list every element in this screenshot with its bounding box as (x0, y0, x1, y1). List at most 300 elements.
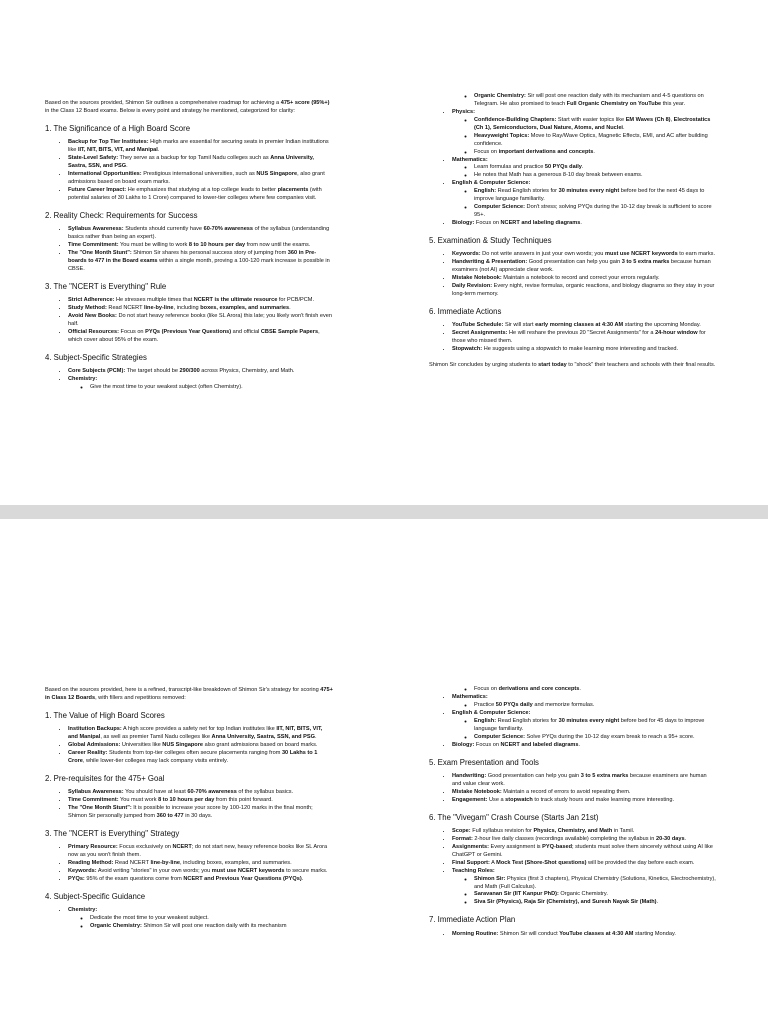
section-heading: 1. The Significance of a High Board Score (45, 123, 191, 133)
sub-list (452, 702, 717, 710)
text-run: Don't stress; solving PYQs during the 10-12 day break is sufficient to score 95+. (474, 204, 712, 219)
page1-right-column (429, 93, 717, 376)
list-item (452, 828, 717, 836)
list-item (474, 686, 717, 694)
list-item (452, 836, 717, 844)
text-run: You must be willing to work (118, 241, 189, 248)
text-run: He emphasizes that studying at a top college leads to better (126, 186, 278, 193)
list-item (452, 322, 717, 330)
bold-text: must use NCERT keywords (604, 251, 678, 258)
bullet-list (429, 773, 717, 805)
list-item (474, 204, 717, 220)
text-run: Students should currently have (123, 226, 204, 233)
bold-text: Avoid New Books: (68, 312, 117, 319)
bold-text: Biology: (452, 741, 475, 748)
bold-text: Computer Science: (474, 204, 525, 211)
text-run: and official (231, 328, 261, 335)
bold-text: YouTube classes at 4:30 AM (559, 930, 634, 937)
bold-text: Time Commitment: (68, 797, 119, 804)
bold-text: NCERT is the ultimate resource (193, 297, 278, 304)
bold-text: EM Waves (Ch 8) (625, 116, 671, 123)
section-heading: 6. The "Vivegam" Crash Course (Starts Jan 21st) (429, 812, 599, 822)
bullet-list (45, 226, 333, 274)
page2-left-column (45, 687, 333, 931)
list-item (474, 899, 717, 907)
bold-text: 8 to 10 hours per day (188, 241, 246, 248)
closing-paragraph (429, 362, 717, 370)
bold-text: Global Admissions: (68, 742, 121, 749)
list-item (68, 750, 333, 766)
text-run: Read NCERT (106, 304, 144, 311)
bold-text: Mathematics: (452, 156, 488, 163)
bold-text: 20-30 days (655, 835, 685, 842)
section-heading: 3. The "NCERT is Everything" Strategy (45, 829, 180, 838)
bold-text: Physics: (452, 108, 476, 115)
bold-text: Mistake Notebook: (452, 788, 502, 795)
list-item (68, 187, 333, 203)
bold-text: Anna University, Sastra, SSN, and PSG (211, 734, 315, 741)
text-run: across Physics, Chemistry, and Math. (199, 368, 295, 374)
text-run: Shimon Sir will conduct (498, 930, 560, 937)
text-run: before bed for 45 days to improve language familiarity. (474, 717, 705, 732)
bold-text: Assignments: (452, 843, 489, 850)
sub-list (68, 384, 333, 392)
bold-text: Keywords: (68, 868, 97, 875)
bold-text: International Opportunities: (68, 170, 142, 177)
list-item (90, 923, 333, 931)
list-item (452, 694, 717, 710)
bold-text: 50 PYQs daily (544, 164, 582, 171)
list-item (68, 139, 333, 155)
text-run: because examiners are human and value clear work. (452, 772, 707, 787)
text-run: Organic Chemistry. (558, 891, 608, 898)
text-run: to track study hours and make learning more interesting. (532, 796, 675, 803)
list-item (68, 876, 333, 884)
text-run: for those who missed them. (452, 330, 706, 345)
text-run: You should have at least (123, 789, 188, 796)
bold-text: Anna University, Sastra, SSN, and PSG (68, 155, 314, 170)
bold-text: Official Resources: (68, 328, 119, 335)
text-run: Based on the sources provided, Shimon Sir outlines a comprehensive roadmap for achieving a (45, 100, 281, 106)
bold-text: 30 minutes every night (558, 717, 620, 724)
text-run: for PCB/PCM. (277, 297, 315, 304)
bold-text: Physics, Chemistry, and Math (533, 827, 613, 834)
text-run: . (126, 163, 128, 170)
list-item (68, 742, 333, 750)
list-item (452, 330, 717, 346)
text-run: 95% of the exam questions come from (84, 876, 184, 883)
text-run: in 30 days. (183, 813, 213, 820)
bold-text: NCERT and labeled diagrams (500, 741, 579, 748)
bold-text: 360 to 477 (156, 813, 184, 820)
bold-text: 30 minutes every night (558, 188, 620, 195)
list-item (452, 789, 717, 797)
bullet-list (45, 139, 333, 203)
bold-text: Final Support: (452, 859, 490, 866)
text-run: Practice (474, 701, 496, 708)
list-item (68, 226, 333, 242)
bold-text: 60-70% awareness (203, 226, 254, 233)
bold-text: Institution Backups: (68, 726, 122, 733)
section-heading: 4. Subject-Specific Strategies (45, 352, 147, 362)
text-run: Use a (487, 796, 506, 803)
list-item (68, 313, 333, 329)
list-item (474, 164, 717, 172)
text-run: , also grant admissions based on board exam marks. (68, 170, 325, 185)
bold-text: 50 PYQs daily (495, 701, 533, 708)
bold-text: Teaching Roles: (452, 867, 495, 874)
text-run: , (670, 116, 674, 123)
text-run: from this point forward. (214, 797, 273, 804)
list-item (68, 805, 333, 821)
bold-text: Core Subjects (PCM): (68, 368, 126, 374)
list-item (452, 797, 717, 805)
bold-text: Shimon Sir: (474, 875, 506, 882)
bold-text: 8 to 10 hours per day (158, 797, 215, 804)
text-run: Do not start heavy reference books (like SL Arora) this late; you likely won't finish even half. (68, 312, 332, 327)
text-run: A (489, 859, 497, 866)
bold-text: CBSE Sample Papers (260, 328, 319, 335)
sub-list (452, 718, 717, 742)
bold-text: Backup for Top Tier Institutes: (68, 139, 149, 146)
text-run: . (301, 876, 304, 883)
bold-text: Organic Chemistry: (90, 923, 142, 930)
list-item (452, 710, 717, 742)
bold-text: Format: (452, 835, 473, 842)
bold-text: Primary Resource: (68, 844, 118, 851)
text-run: The target should be (125, 368, 180, 374)
bold-text: stopwatch (505, 796, 533, 803)
bold-text: Handwriting: (452, 772, 487, 779)
bold-text: Mock Test (Shore-Shot questions) (496, 859, 587, 866)
text-run: . (593, 148, 595, 155)
text-run: He suggests using a stopwatch to make learning more interesting and tracked. (482, 346, 679, 353)
list-item (68, 242, 333, 250)
text-run: Every night, revise formulas, organic reactions, and biology diagrams so they stay in your long-term memory. (452, 283, 715, 297)
bold-text: The "One Month Stunt": (68, 249, 132, 256)
text-run: High marks are essential for securing seats in premier Indian institutions like (68, 139, 329, 154)
text-run: Shimon Sir concludes by urging students to (429, 362, 539, 368)
bold-text: Strict Adherence: (68, 297, 115, 304)
list-item (474, 876, 717, 892)
list-item (452, 259, 717, 275)
text-run: Give the most time to your weakest subject (often Chemistry). (90, 383, 243, 390)
list-item (452, 93, 717, 109)
section-heading: 1. The Value of High Board Scores (45, 710, 165, 720)
text-run: and memorize formulas. (532, 701, 595, 708)
list-item (68, 329, 333, 345)
list-item (452, 275, 717, 283)
bold-text: 3 to 5 extra marks (621, 259, 670, 266)
bullet-list (45, 789, 333, 821)
list-item (68, 860, 333, 868)
bullet-list (429, 93, 717, 228)
list-item (452, 283, 717, 299)
bullet-list (45, 368, 333, 392)
list-item (452, 251, 717, 259)
list-item (68, 250, 333, 274)
list-item (452, 868, 717, 908)
bold-text: IIT, NIT, BITS, VIT, and Manipal (68, 726, 323, 741)
text-run: , which cover about 95% of the exam. (68, 328, 320, 343)
bold-text: Morning Routine: (452, 930, 499, 937)
bold-text: important derivations and concepts (498, 148, 594, 155)
text-run: They serve as a backup for top Tamil Nadu colleges such as (118, 155, 271, 162)
section-heading: 4. Subject-Specific Guidance (45, 892, 146, 902)
bold-text: English: (474, 188, 497, 195)
bold-text: 30 Lakhs to 1 Crore (68, 750, 318, 764)
bold-text: boxes, examples, and summaries (200, 304, 290, 311)
text-run: Based on the sources provided, here is a refined, transcript-like breakdown of Shimon Sir's strategy for scoring (45, 687, 321, 693)
text-run: Do not write answers in just your own words; you (480, 251, 605, 258)
bold-text: line-by-line (150, 860, 181, 867)
text-run: . (622, 124, 625, 131)
page2-right-column (429, 686, 717, 939)
list-item (68, 797, 333, 805)
bold-text: Saravanan Sir (IIT Kanpur PhD): (474, 891, 559, 898)
section-heading: 6. Immediate Actions (429, 306, 502, 316)
text-run: Avoid writing "stories" in your own words; you (96, 868, 212, 875)
bold-text: must use NCERT keywords (211, 868, 285, 875)
text-run: . (581, 164, 584, 171)
text-run: . (579, 686, 581, 692)
text-run: A high score provides a safety net for top Indian institutes like (121, 726, 277, 733)
text-run: . (289, 304, 291, 311)
bullet-list (45, 726, 333, 766)
bold-text: start today (538, 362, 567, 368)
text-run: . (684, 835, 687, 842)
bold-text: Siva Sir (Physics), Raja Sir (Chemistry), and Suresh Nayak Sir (Math) (474, 899, 657, 906)
bold-text: 3 to 5 extra marks (580, 772, 629, 779)
bold-text: Keywords: (452, 251, 481, 258)
bold-text: English: (474, 717, 497, 724)
text-run: Focus exclusively on (117, 844, 173, 851)
bullet-list (45, 297, 333, 345)
bold-text: PYQ-based (542, 843, 573, 850)
bold-text: Organic Chemistry: (474, 93, 526, 99)
list-item (474, 117, 717, 133)
text-run: (with potential salaries of 30 Lakhs to 1 Crore) compared to lower-tier colleges where few companies visit. (68, 186, 322, 201)
page1-left-column (45, 100, 333, 392)
list-item (452, 931, 717, 939)
text-run: Full syllabus revision for (470, 827, 534, 834)
bold-text: Reading Method: (68, 860, 114, 867)
list-item (68, 305, 333, 313)
list-item (90, 384, 333, 392)
bold-text: YouTube Schedule: (452, 322, 504, 329)
list-item (452, 109, 717, 157)
text-run: , as well as premier Tamil Nadu colleges like (100, 734, 212, 741)
text-run: Sir will start (503, 322, 536, 329)
text-run: Shimon Sir shares his personal success story of jumping from (131, 249, 288, 256)
bold-text: IIT, NIT, BITS, VIT, and Manipal (77, 147, 158, 154)
list-item (452, 180, 717, 220)
list-item (68, 844, 333, 860)
bold-text: 290/300 (179, 368, 200, 374)
list-item (474, 93, 717, 109)
text-run: Sir will post one reaction daily with its mechanism and 4-5 questions on Telegram. He also promised to teach (474, 93, 704, 107)
text-run: Students from top-tier colleges often secure placements ranging from (107, 750, 282, 757)
sub-list (452, 188, 717, 220)
list-item (452, 860, 717, 868)
text-run: within a single month, proving a 100-120 mark increase is possible in CBSE. (68, 257, 330, 272)
text-run: to earn marks. (677, 251, 716, 258)
text-run: Read English stories for (496, 188, 559, 195)
list-item (452, 346, 717, 354)
text-run: because human examiners (not AI) appreciate clear work. (452, 259, 711, 274)
sub-list (452, 164, 717, 180)
list-item (452, 686, 717, 694)
text-run: , while lower-tier colleges may lack company visits entirely. (82, 757, 228, 764)
bold-text: The "One Month Stunt": (68, 805, 132, 812)
text-run: before bed for the next 45 days to improve language familiarity. (474, 188, 705, 203)
text-run: , including (173, 304, 201, 311)
text-run: to "shock" their teachers and schools with their final results. (566, 362, 716, 368)
list-item (452, 220, 717, 228)
text-run: Physics (first 3 chapters), Physical Chemistry (Solutions, Kinetics, Electrochemistry), and Math (Full Calculus). (474, 875, 716, 890)
list-item (474, 149, 717, 157)
list-item (474, 734, 717, 742)
text-run: He stresses multiple times that (114, 297, 194, 304)
text-run: Focus on (474, 148, 499, 155)
list-item (68, 907, 333, 931)
bold-text: Career Reality: (68, 750, 108, 757)
text-run: Read NCERT (113, 860, 151, 867)
bold-text: English & Computer Science: (452, 709, 531, 716)
text-run: . (314, 734, 317, 741)
text-run: Prestigious international universities, such as (141, 170, 257, 177)
bold-text: 60-70% awareness (187, 789, 237, 796)
bold-text: Daily Revision: (452, 283, 493, 290)
bold-text: 475+ score (95%+) (280, 100, 330, 106)
list-item (68, 868, 333, 876)
bold-text: Electrostatics (Ch 1), Semiconductors, Dual Nature, Atoms, and Nuclei (474, 116, 711, 131)
list-item (68, 155, 333, 171)
bold-text: PYQs (Previous Year Questions) (145, 328, 232, 335)
list-item (68, 297, 333, 305)
text-run: in Tamil. (612, 827, 635, 834)
bold-text: Engagement: (452, 796, 488, 803)
text-run: also grant admissions based on board marks. (203, 742, 318, 749)
list-item (452, 773, 717, 789)
text-run: Move to Ray/Wave Optics, Magnetic Effects, EMI, and AC after building confidence. (474, 132, 708, 147)
text-run: Focus on (118, 328, 146, 335)
text-run: Dedicate the most time to your weakest subject. (90, 915, 209, 922)
section-heading: 2. Reality Check: Requirements for Success (45, 210, 198, 220)
list-item (68, 368, 333, 376)
text-run: starting Monday. (633, 930, 676, 937)
bold-text: NUS Singapore (162, 742, 204, 749)
text-run: ; students must solve them sincerely without using AI like ChatGPT or Gemini. (452, 843, 713, 858)
text-run: He will reshare the previous 20 "Secret Assignments" for a (507, 330, 656, 337)
list-item (474, 891, 717, 899)
bold-text: derivations and core concepts (498, 686, 580, 692)
bold-text: Mathematics: (452, 693, 488, 700)
bold-text: Handwriting & Presentation: (452, 259, 528, 266)
list-item (474, 718, 717, 734)
bold-text: State-Level Safety: (68, 155, 119, 162)
text-run: in the Class 12 Board exams. Below is every point and strategy he mentioned, categorized for clarity: (45, 107, 295, 114)
text-run: , including boxes, examples, and summaries. (180, 860, 292, 867)
bold-text: line-by-line (143, 304, 174, 311)
bold-text: NUS Singapore (256, 170, 298, 177)
bold-text: Biology: (452, 220, 475, 226)
bold-text: Chemistry: (68, 375, 98, 382)
text-run: . (580, 220, 582, 226)
text-run: . (157, 147, 160, 154)
text-run: this year. (661, 100, 686, 107)
text-run: ; do not start new, heavy reference books like SL Arora now as you won't finish them. (68, 844, 328, 859)
bold-text: PYQs: (68, 876, 85, 883)
bold-text: Future Career Impact: (68, 186, 127, 193)
list-item (68, 726, 333, 742)
bold-text: NCERT and Previous Year Questions (PYQs) (183, 876, 302, 883)
document-page-1 (0, 0, 768, 505)
bold-text: Syllabus Awareness: (68, 789, 124, 796)
section-heading: 2. Pre-requisites for the 475+ Goal (45, 773, 165, 783)
section-heading: 3. The "NCERT is Everything" Rule (45, 281, 167, 291)
text-run: Start with easier topics like (556, 116, 626, 123)
bold-text: 360 in Pre-boards to 477 in the Board exams (68, 249, 317, 264)
list-item (452, 157, 717, 181)
bold-text: Syllabus Awareness: (68, 226, 124, 233)
bold-text: Confidence-Building Chapters: (474, 116, 557, 123)
text-run: Good presentation can help you gain (486, 772, 581, 779)
bold-text: Secret Assignments: (452, 330, 508, 337)
text-run: He notes that Math has a generous 8-10 day break between exams. (474, 172, 643, 179)
bullet-list (429, 931, 717, 939)
section-heading: 5. Exam Presentation and Tools (429, 757, 539, 767)
bullet-list (45, 907, 333, 931)
text-run: Maintain a notebook to record and correct your errors regularly. (501, 275, 660, 282)
text-run: It is possible to increase your score by 100-120 marks in the final month; Shimon Sir personally jumped from (68, 805, 313, 820)
sub-list (452, 117, 717, 157)
bold-text: Stopwatch: (452, 346, 483, 353)
list-item (474, 702, 717, 710)
intro-paragraph (45, 687, 333, 703)
bold-text: 475+ in Class 12 Boards (45, 687, 333, 701)
text-run: from now until the exams. (245, 241, 311, 248)
text-run: 2-hour live daily classes (recordings available) completing the syllabus in (472, 835, 656, 842)
bullet-list (429, 251, 717, 299)
section-heading: 7. Immediate Action Plan (429, 915, 516, 925)
bold-text: early morning classes at 4:30 AM (535, 322, 624, 329)
bold-text: placements (277, 186, 309, 193)
text-run: . (656, 899, 659, 906)
bold-text: NCERT (172, 844, 192, 851)
bold-text: Chemistry: (68, 907, 98, 914)
bold-text: Full Organic Chemistry on YouTube (566, 100, 662, 107)
bullet-list (429, 322, 717, 354)
list-item (474, 188, 717, 204)
text-run: You must work (118, 797, 159, 804)
bold-text: Mistake Notebook: (452, 275, 502, 282)
text-run: to secure marks. (284, 868, 328, 875)
list-item (90, 915, 333, 923)
list-item (474, 172, 717, 180)
list-item (68, 789, 333, 797)
text-run: . (578, 741, 581, 748)
bullet-list (45, 844, 333, 884)
text-run: will be provided the day before each exam. (586, 859, 695, 866)
list-item (452, 844, 717, 860)
text-run: , with fillers and repetitions removed: (95, 694, 186, 701)
sub-list (68, 915, 333, 931)
bold-text: Computer Science: (474, 733, 525, 740)
text-run: Maintain a record of errors to avoid repeating them. (501, 788, 631, 795)
text-run: Read English stories for (496, 717, 559, 724)
text-run: Focus on (474, 741, 501, 748)
